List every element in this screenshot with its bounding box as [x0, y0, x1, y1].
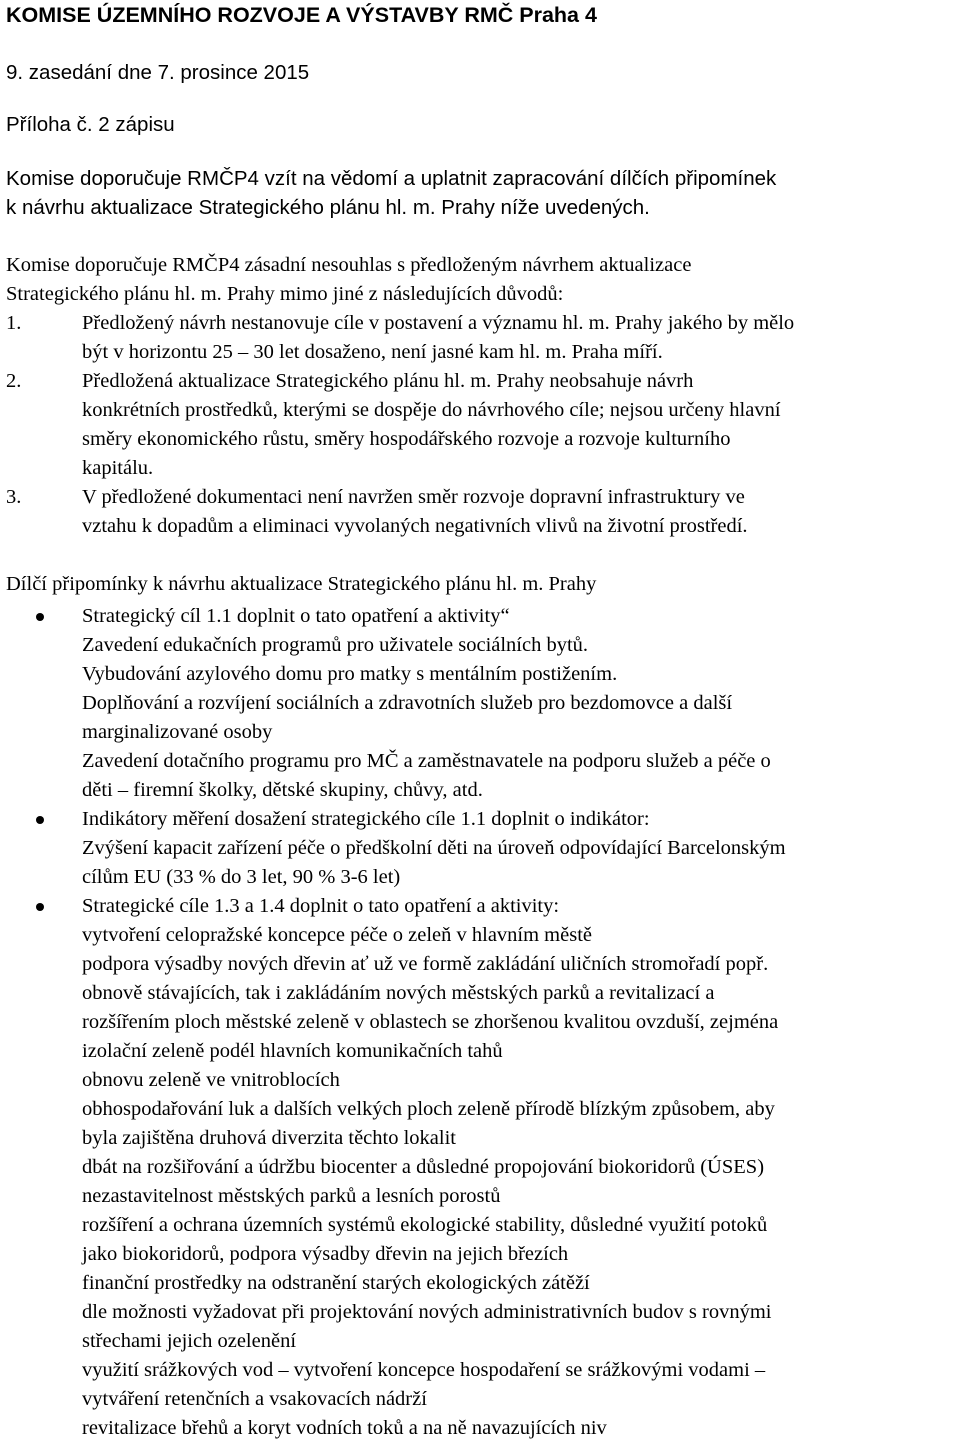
reason-item — [6, 309, 950, 367]
text-line: V předložené dokumentaci není navržen směr rozvoje dopravní infrastruktury ve — [82, 486, 745, 508]
text-line: podpora výsadby nových dřevin ať už ve formě zakládání uličních stromořadí popř. — [82, 953, 769, 975]
text-line: Předložená aktualizace Strategického plánu hl. m. Prahy neobsahuje návrh — [82, 370, 694, 392]
text-line: Zavedení edukačních programů pro uživatele sociálních bytů. — [82, 634, 589, 656]
text-line: Komise doporučuje RMČP4 vzít na vědomí a uplatnit zapracování dílčích připomínek — [6, 167, 777, 190]
text-line: vytvoření celopražské koncepce péče o zeleň v hlavním městě — [82, 924, 592, 946]
bullet-dot-icon — [36, 613, 44, 621]
reasons-list — [6, 309, 950, 541]
list-number: 2. — [6, 370, 22, 392]
reason-item — [6, 483, 950, 541]
text-line: marginalizované osoby — [82, 721, 273, 743]
attachment-label: Příloha č. 2 zápisu — [6, 113, 175, 136]
text-line: Strategického plánu hl. m. Prahy mimo jiné z následujících důvodů: — [6, 283, 564, 305]
text-line: být v horizontu 25 – 30 let dosaženo, není jasné kam hl. m. Praha míří. — [82, 341, 663, 363]
text-line: využití srážkových vod – vytvoření koncepce hospodaření se srážkovými vodami – — [82, 1359, 766, 1381]
text-line: Strategické cíle 1.3 a 1.4 doplnit o tato opatření a aktivity: — [82, 895, 560, 917]
bullet-dot-icon — [36, 816, 44, 824]
text-line: střechami jejich ozelenění — [82, 1330, 297, 1352]
text-line: Zvýšení kapacit zařízení péče o předškolní děti na úroveň odpovídající Barcelonským — [82, 837, 786, 859]
text-line: Komise doporučuje RMČP4 zásadní nesouhlas s předloženým návrhem aktualizace — [6, 254, 692, 276]
text-line: Předložený návrh nestanovuje cíle v postavení a významu hl. m. Prahy jakého by mělo — [82, 312, 795, 334]
partial-comments-heading: Dílčí připomínky k návrhu aktualizace Strategického plánu hl. m. Prahy — [6, 573, 597, 595]
text-line: obnovu zeleně ve vnitroblocích — [82, 1069, 340, 1091]
disagreement-paragraph — [6, 251, 950, 309]
text-line: izolační zeleně podél hlavních komunikačních tahů — [82, 1040, 503, 1062]
text-line: dle možnosti vyžadovat při projektování nových administrativních budov s rovnými — [82, 1301, 772, 1323]
text-line: vztahu k dopadům a eliminaci vyvolaných negativních vlivů na životní prostředí. — [82, 515, 748, 537]
text-line: Doplňování a rozvíjení sociálních a zdravotních služeb pro bezdomovce a další — [82, 692, 733, 714]
bullet-dot-icon — [36, 903, 44, 911]
text-line: revitalizace břehů a koryt vodních toků a na ně navazujících niv — [82, 1417, 607, 1439]
text-line: cílům EU (33 % do 3 let, 90 % 3-6 let) — [82, 866, 401, 888]
text-line: konkrétních prostředků, kterými se dospěje do návrhového cíle; nejsou určeny hlavní — [82, 399, 781, 421]
document-title: KOMISE ÚZEMNÍHO ROZVOJE A VÝSTAVBY RMČ Praha 4 — [6, 3, 597, 27]
text-line: Strategický cíl 1.1 doplnit o tato opatření a aktivity“ — [82, 605, 510, 627]
list-number: 3. — [6, 486, 22, 508]
reason-item — [6, 367, 950, 483]
text-line: byla zajištěna druhová diverzita těchto lokalit — [82, 1127, 456, 1149]
text-line: rozšíření a ochrana územních systémů ekologické stability, důsledné využití potoků — [82, 1214, 768, 1236]
text-line: k návrhu aktualizace Strategického plánu hl. m. Prahy níže uvedených. — [6, 196, 650, 219]
text-line: obhospodařování luk a dalších velkých ploch zeleně přírodě blízkým způsobem, aby — [82, 1098, 775, 1120]
text-line: Indikátory měření dosažení strategického cíle 1.1 doplnit o indikátor: — [82, 808, 650, 830]
text-line: děti – firemní školky, dětské skupiny, chůvy, atd. — [82, 779, 483, 801]
text-line: finanční prostředky na odstranění starých ekologických zátěží — [82, 1272, 590, 1294]
bullet-item — [6, 805, 950, 892]
meeting-date: 9. zasedání dne 7. prosince 2015 — [6, 61, 310, 84]
text-line: vytváření retenčních a vsakovacích nádrží — [82, 1388, 427, 1410]
text-line: dbát na rozšiřování a údržbu biocenter a důsledné propojování biokoridorů (ÚSES) — [82, 1156, 765, 1178]
text-line: kapitálu. — [82, 457, 154, 479]
text-line: nezastavitelnost městských parků a lesních porostů — [82, 1185, 501, 1207]
comments-bullet-list — [6, 602, 950, 1443]
list-number: 1. — [6, 312, 22, 334]
recommendation-paragraph — [6, 164, 950, 222]
text-line: obnově stávajících, tak i zakládáním nových městských parků a revitalizací a — [82, 982, 715, 1004]
text-line: rozšířením ploch městské zeleně v oblastech se zhoršenou kvalitou ovzduší, zejména — [82, 1011, 779, 1033]
text-line: směry ekonomického růstu, směry hospodářského rozvoje a rozvoje kulturního — [82, 428, 731, 450]
text-line: Vybudování azylového domu pro matky s mentálním postižením. — [82, 663, 618, 685]
bullet-item — [6, 892, 950, 1443]
text-line: Zavedení dotačního programu pro MČ a zaměstnavatele na podporu služeb a péče o — [82, 750, 771, 772]
bullet-item — [6, 602, 950, 805]
text-line: jako biokoridorů, podpora výsadby dřevin na jejich březích — [82, 1243, 569, 1265]
